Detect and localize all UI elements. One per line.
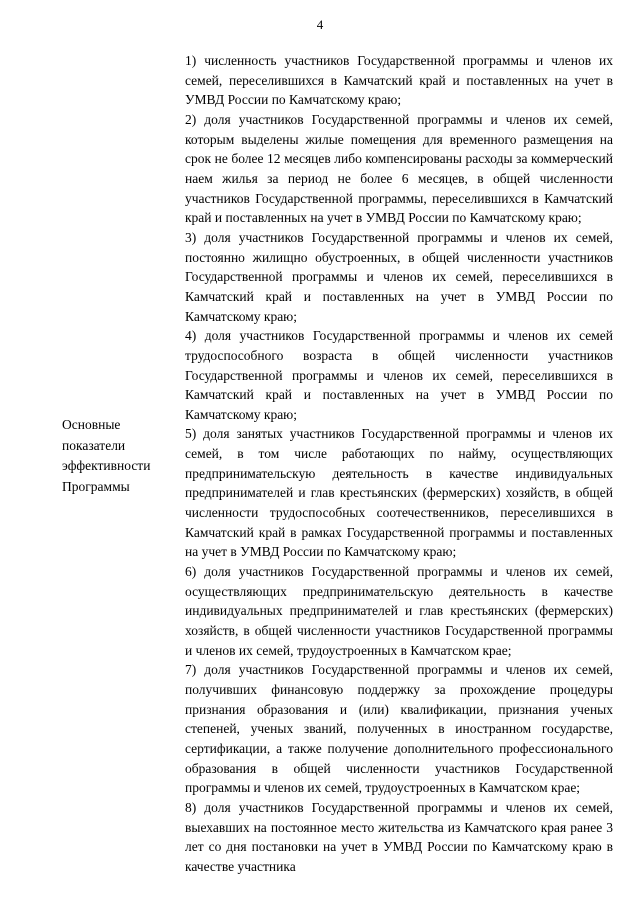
- indicator-item-2: 2) доля участников Государственной программы и членов их семей, которым выделены жилые помещения для временного размещения на срок не более 12 месяцев либо компенсированы расходы за коммерческий наем жилья за период не более 6 месяцев, в общей численности участников Государственной программы, переселившихся в Камчатский край и поставленных на учет в УМВД России по Камчатскому краю;: [185, 111, 613, 226]
- label-line: показатели: [62, 437, 126, 453]
- label-line: Программы: [62, 478, 130, 494]
- indicator-item-3: 3) доля участников Государственной программы и членов их семей, постоянно жилищно обустроенных, в общей численности участников Государственной программы и членов их семей, переселившихся в Камчатский край и поставленных на учет в УМВД России по Камчатскому краю;: [185, 229, 613, 324]
- indicator-item-5: 5) доля занятых участников Государственной программы и членов их семей, в том числе работающих по найму, осуществляющих предпринимательскую деятельность в качестве индивидуальных предпринимателей и глав крестьянских (фермерских) хозяйств, в общей численности трудоспособных соотечественников, переселившихся в Камчатский край в рамках Государственной программы и поставленных на учет в УМВД России по Камчатскому краю;: [185, 426, 613, 560]
- program-indicators-label: [62, 415, 174, 497]
- label-line: эффективности: [62, 458, 151, 473]
- indicator-item-8: 8) доля участников Государственной программы и членов их семей, выехавших на постоянное место жительства из Камчатского края ранее 3 лет со дня постановки на учет в УМВД России по Камчатскому краю в качестве участника: [185, 799, 613, 874]
- label-line: Основные: [62, 417, 121, 432]
- page-number: 4: [316, 17, 324, 32]
- indicator-item-6: 6) доля участников Государственной программы и членов их семей, осуществляющих предпринимательскую деятельность в качестве индивидуальных предпринимателей и глав крестьянских (фермерских) хозяйств, в общей численности участников Государственной программы и членов их семей, трудоустроенных в Камчатском крае;: [185, 564, 613, 658]
- indicators-list: [185, 51, 613, 877]
- indicator-item-7: 7) доля участников Государственной программы и членов их семей, получивших финансовую поддержку за прохождение процедуры признания образования и (или) квалификации, признания ученых степеней, ученых званий, полученных в иностранном государстве, сертификации, а также получение дополнительного профессионального образования в общей численности участников Государственной программы и членов их семей, трудоустроенных в Камчатском крае;: [185, 662, 613, 796]
- indicator-item-4: 4) доля участников Государственной программы и членов их семей трудоспособного возраста в общей численности участников Государственной программы и членов их семей, переселившихся в Камчатский край и поставленных на учет в УМВД России по Камчатскому краю;: [185, 328, 613, 422]
- indicator-item-1: 1) численность участников Государственной программы и членов их семей, переселившихся в Камчатский край и поставленных на учет в УМВД России по Камчатскому краю;: [185, 53, 613, 108]
